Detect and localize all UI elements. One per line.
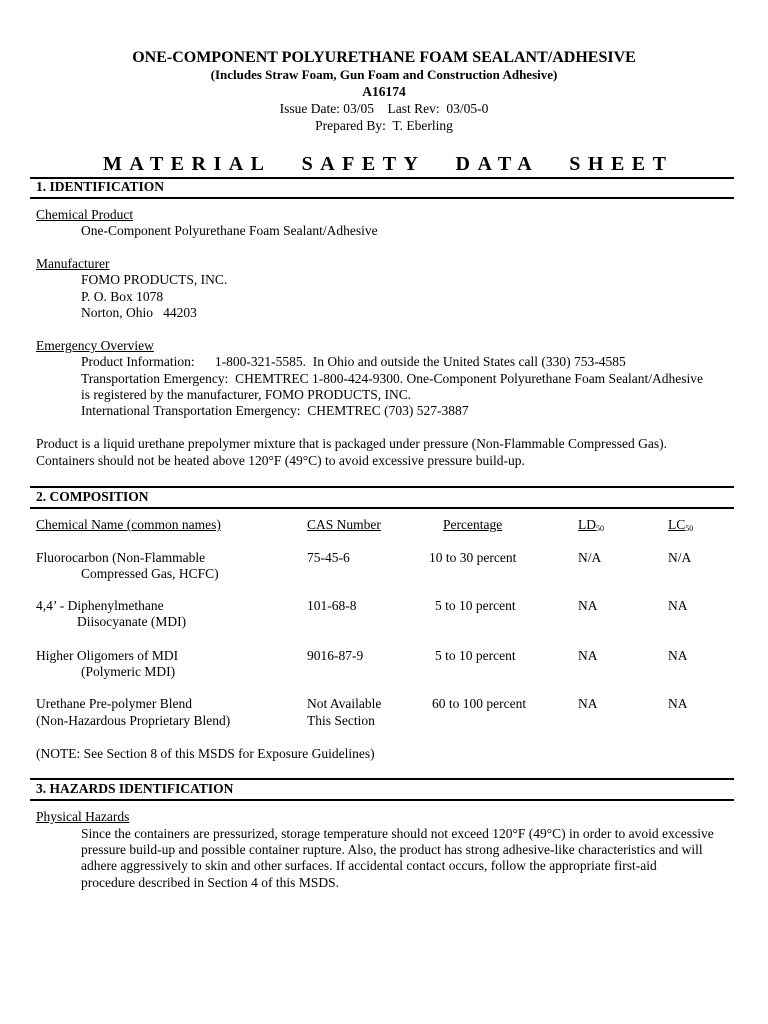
ld50-value: NA bbox=[578, 648, 598, 663]
prepared-by bbox=[0, 118, 768, 135]
cas-number: 75-45-6 bbox=[307, 550, 350, 565]
ld50-value: NA bbox=[578, 696, 598, 711]
section-divider-top bbox=[30, 486, 734, 488]
column-header-cas-number: CAS Number bbox=[307, 517, 381, 532]
lc-subscript: 50 bbox=[685, 524, 694, 533]
percentage: 60 to 100 percent bbox=[432, 696, 527, 711]
cas-number-continued: This Section bbox=[307, 713, 375, 728]
chemical-product-value: One-Component Polyurethane Foam Sealant/Adhesive bbox=[81, 223, 378, 238]
physical-hazards-label: Physical Hazards bbox=[36, 809, 130, 824]
ld50-value: N/A bbox=[578, 550, 602, 565]
chemical-name: 4,4’ - Diphenylmethane bbox=[36, 598, 164, 613]
column-header-percentage: Percentage bbox=[443, 517, 503, 532]
physical-hazards-line-3: adhere aggressively to skin and other surfaces. If accidental contact occurs, follow the appropriate first-aid bbox=[81, 858, 657, 873]
ld-label: LD bbox=[578, 517, 596, 532]
cas-number: Not Available bbox=[307, 696, 382, 711]
chemical-name-continued: (Non-Hazardous Proprietary Blend) bbox=[36, 713, 231, 728]
section-divider-top bbox=[30, 778, 734, 780]
manufacturer-name: FOMO PRODUCTS, INC. bbox=[81, 272, 228, 287]
lc50-value: NA bbox=[668, 648, 688, 663]
section-1-heading: 1. IDENTIFICATION bbox=[36, 179, 165, 194]
cas-number: 9016-87-9 bbox=[307, 648, 364, 663]
chemical-product-label: Chemical Product bbox=[36, 207, 134, 222]
manufacturer-label: Manufacturer bbox=[36, 256, 110, 271]
manufacturer-city: Norton, Ohio 44203 bbox=[81, 305, 197, 320]
lc50-value: N/A bbox=[668, 550, 692, 565]
physical-hazards-line-1: Since the containers are pressurized, storage temperature should not exceed 120°F (49°C) in order to avoid excessive bbox=[81, 826, 714, 841]
column-header-chemical-name: Chemical Name (common names) bbox=[36, 517, 221, 532]
registration-line: is registered by the manufacturer, FOMO PRODUCTS, INC. bbox=[81, 387, 412, 402]
prepared-by-text: Prepared By: T. Eberling bbox=[315, 118, 453, 133]
ld50-value: NA bbox=[578, 598, 598, 613]
percentage: 5 to 10 percent bbox=[435, 598, 516, 613]
section-divider-bottom bbox=[30, 799, 734, 801]
percentage: 5 to 10 percent bbox=[435, 648, 516, 663]
chemical-name: Urethane Pre-polymer Blend bbox=[36, 696, 192, 711]
section-3-heading: 3. HAZARDS IDENTIFICATION bbox=[36, 781, 234, 796]
emergency-overview-label: Emergency Overview bbox=[36, 338, 154, 353]
issue-dates bbox=[0, 101, 768, 118]
banner-word-material: MATERIAL bbox=[103, 153, 272, 175]
chemical-name: Higher Oligomers of MDI bbox=[36, 648, 179, 663]
product-description-line-1: Product is a liquid urethane prepolymer mixture that is packaged under pressure (Non-Flammable Compressed Gas). bbox=[36, 436, 667, 451]
product-information-line: Product Information: 1-800-321-5585. In Ohio and outside the United States call (330) 753-4585 bbox=[81, 354, 626, 369]
section-divider-bottom bbox=[30, 197, 734, 199]
international-emergency-line: International Transportation Emergency: CHEMTREC (703) 527-3887 bbox=[81, 403, 469, 418]
manufacturer-po-box: P. O. Box 1078 bbox=[81, 289, 164, 304]
banner-word-data: DATA bbox=[455, 153, 540, 175]
chemical-name-continued: Compressed Gas, HCFC) bbox=[81, 566, 219, 581]
lc50-value: NA bbox=[668, 696, 688, 711]
cas-number: 101-68-8 bbox=[307, 598, 357, 613]
section-2-heading: 2. COMPOSITION bbox=[36, 489, 149, 504]
msds-banner bbox=[103, 152, 674, 176]
product-description-line-2: Containers should not be heated above 120°F (49°C) to avoid excessive pressure build-up. bbox=[36, 453, 525, 468]
document-id: A16174 bbox=[362, 84, 406, 99]
percentage: 10 to 30 percent bbox=[429, 550, 517, 565]
column-header-ld50 bbox=[578, 517, 604, 534]
lc50-value: NA bbox=[668, 598, 688, 613]
issue-dates-text: Issue Date: 03/05 Last Rev: 03/05-0 bbox=[279, 101, 489, 116]
chemical-name: Fluorocarbon (Non-Flammable bbox=[36, 550, 206, 565]
section-divider-bottom bbox=[30, 507, 734, 509]
composition-note: (NOTE: See Section 8 of this MSDS for Exposure Guidelines) bbox=[36, 746, 375, 761]
document-title: ONE-COMPONENT POLYURETHANE FOAM SEALANT/ADHESIVE bbox=[132, 49, 636, 66]
physical-hazards-line-4: procedure described in Section 4 of this MSDS. bbox=[81, 875, 339, 890]
lc-label: LC bbox=[668, 517, 686, 532]
ld-subscript: 50 bbox=[596, 524, 604, 533]
transportation-emergency-line: Transportation Emergency: CHEMTREC 1-800-424-9300. One-Component Polyurethane Foam Sealant/Adhesive bbox=[81, 371, 704, 386]
chemical-name-continued: Diisocyanate (MDI) bbox=[77, 614, 187, 629]
physical-hazards-line-2: pressure build-up and possible container rupture. Also, the product has strong adhesive-like characteristics and will bbox=[81, 842, 703, 857]
chemical-name-continued: (Polymeric MDI) bbox=[81, 664, 176, 679]
document-subtitle: (Includes Straw Foam, Gun Foam and Construction Adhesive) bbox=[210, 67, 558, 82]
banner-word-sheet: SHEET bbox=[569, 153, 674, 175]
column-header-lc50 bbox=[668, 517, 693, 534]
banner-word-safety: SAFETY bbox=[301, 153, 426, 175]
